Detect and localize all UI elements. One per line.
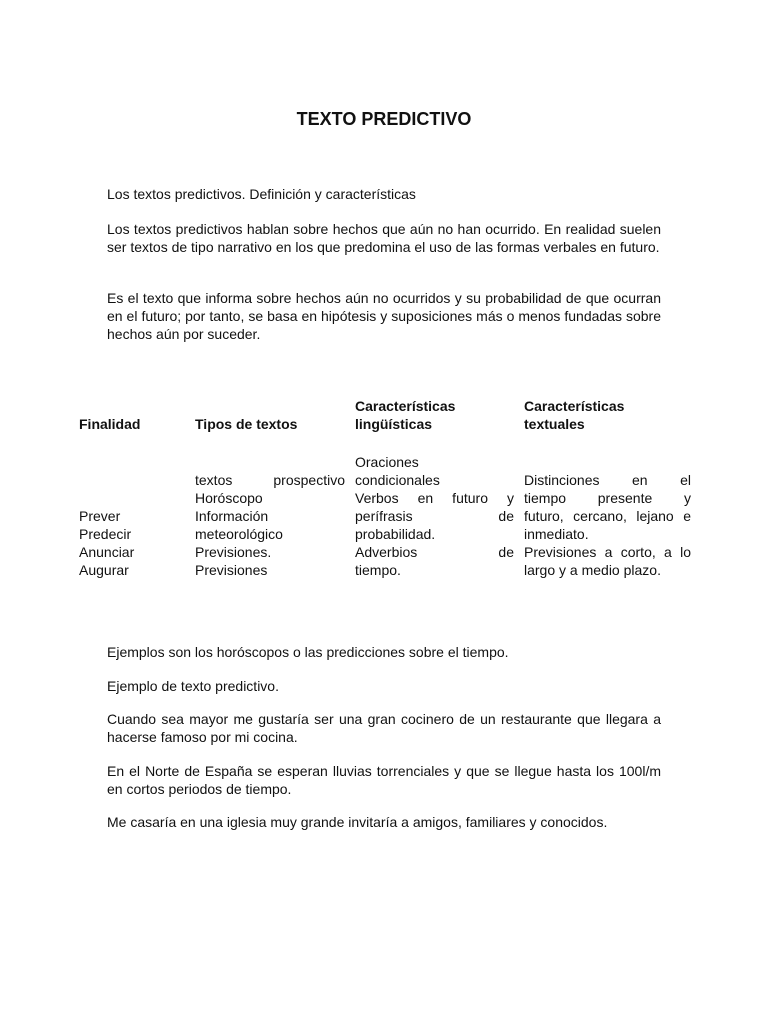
linguisticas-line: probabilidad. (355, 526, 436, 542)
tipos-line: Información (195, 508, 269, 524)
examples-intro: Ejemplos son los horóscopos o las predicciones sobre el tiempo. (107, 644, 509, 660)
header-finalidad: Finalidad (79, 416, 141, 432)
cell-tipos (195, 453, 355, 579)
textuales-line: tiempo presente y (524, 490, 691, 506)
example-iglesia: Me casaría en una iglesia muy grande invitaría a amigos, familiares y conocidos. (107, 814, 608, 830)
example-lluvias: En el Norte de España se esperan lluvias torrenciales y que se llegue hasta los 100l/m en cortos periodos de tiempo. (107, 763, 661, 797)
finalidad-item: Prever (79, 508, 121, 524)
cell-linguisticas (355, 453, 524, 579)
characteristics-table (79, 397, 691, 579)
linguisticas-line: perífrasis de (355, 508, 514, 524)
finalidad-item: Predecir (79, 526, 132, 542)
textuales-line: futuro, cercano, lejano e (524, 508, 691, 524)
document-title: TEXTO PREDICTIVO (296, 109, 472, 129)
table-row (79, 453, 691, 579)
examples-heading: Ejemplo de texto predictivo. (107, 678, 279, 694)
finalidad-item: Augurar (79, 562, 129, 578)
tipos-line: textos prospectivo (195, 472, 345, 488)
linguisticas-line: tiempo. (355, 562, 401, 578)
linguisticas-line: Oraciones (355, 454, 419, 470)
textuales-line: Previsiones a corto, a lo (524, 544, 691, 560)
header-linguisticas: Características lingüísticas (355, 398, 456, 432)
linguisticas-line: condicionales (355, 472, 440, 488)
example-cocinero: Cuando sea mayor me gustaría ser una gran cocinero de un restaurante que llegara a hacerse famoso por mi cocina. (107, 711, 661, 745)
paragraph-definition: Los textos predictivos hablan sobre hechos que aún no han ocurrido. En realidad suelen ser textos de tipo narrativo en los que predomina el uso de las formas verbales en futuro. (107, 221, 661, 255)
finalidad-item: Anunciar (79, 544, 135, 560)
header-tipos: Tipos de textos (195, 416, 298, 432)
header-textuales: Características textuales (524, 398, 625, 432)
linguisticas-line: Verbos en futuro y (355, 490, 514, 506)
textuales-line: largo y a medio plazo. (524, 562, 661, 578)
tipos-line: Previsiones (195, 562, 268, 578)
tipos-line: meteorológico (195, 526, 283, 542)
linguisticas-line: Adverbios de (355, 544, 514, 560)
cell-textuales (524, 453, 691, 579)
tipos-line: Previsiones. (195, 544, 272, 560)
cell-finalidad (79, 453, 195, 579)
table-header-row (79, 397, 691, 453)
tipos-line: Horóscopo (195, 490, 263, 506)
textuales-line: Distinciones en el (524, 472, 691, 488)
paragraph-description: Es el texto que informa sobre hechos aún no ocurridos y su probabilidad de que ocurran en el futuro; por tanto, se basa en hipótesis y suposiciones más o menos fundadas sobre hechos aún por suceder. (107, 290, 661, 342)
textuales-line: inmediato. (524, 526, 589, 542)
intro-heading: Los textos predictivos. Definición y características (107, 186, 416, 202)
